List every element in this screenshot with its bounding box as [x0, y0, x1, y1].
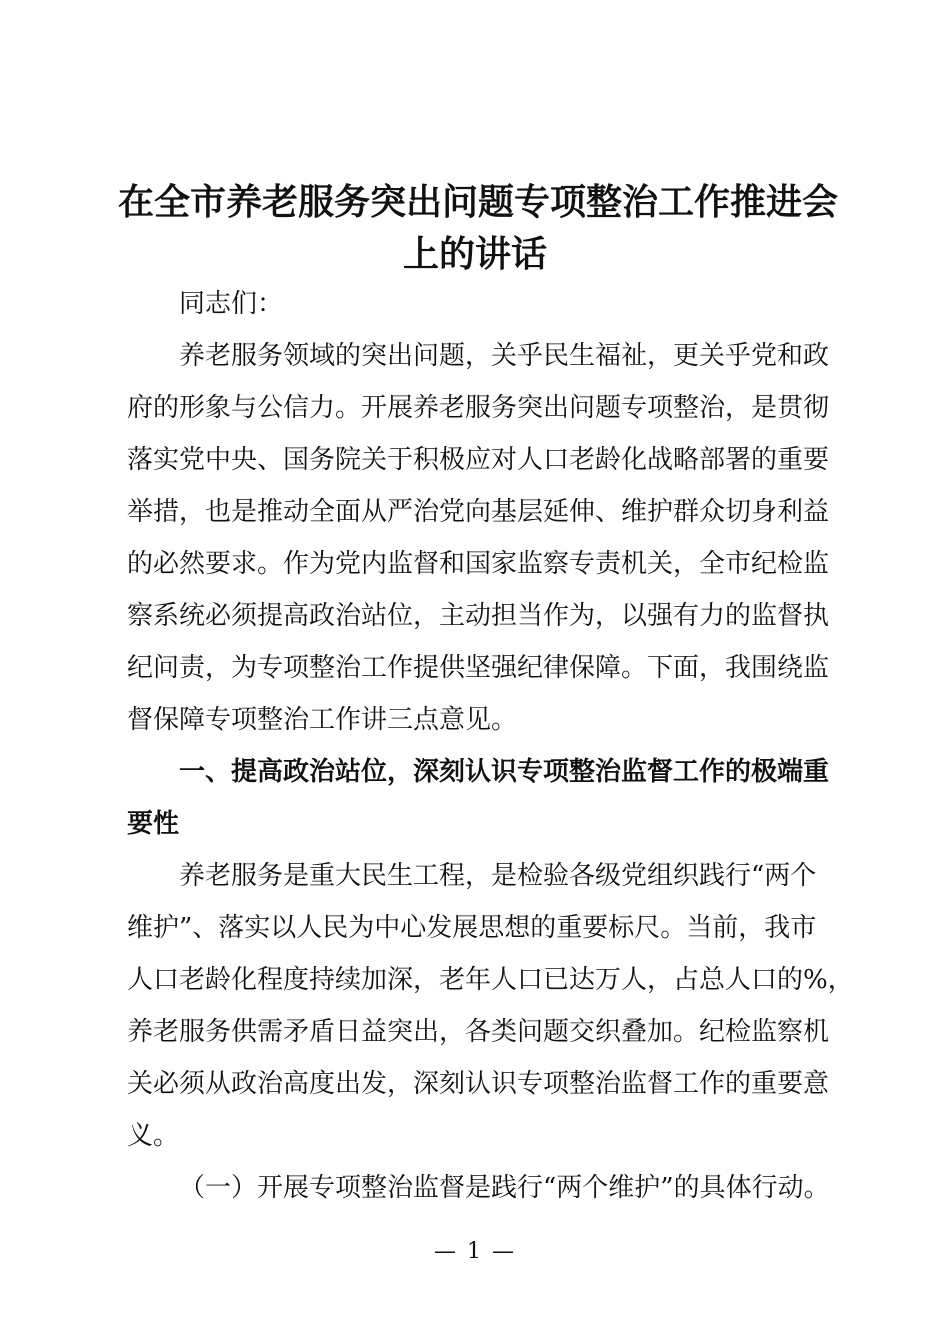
title-line: 在全市养老服务突出问题专项整治工作推进会 — [118, 181, 839, 223]
paragraph-line: 的必然要求。作为党内监督和国家监察专责机关，全市纪检监 — [127, 549, 830, 579]
subsection-heading — [127, 1162, 830, 1214]
paragraph-line: 养老服务供需矛盾日益突出，各类问题交织叠加。纪检监察机 — [127, 1017, 830, 1047]
paragraph-line: 府的形象与公信力。开展养老服务突出问题专项整治，是贯彻 — [127, 393, 830, 423]
paragraph-line: 察系统必须提高政治站位，主动担当作为，以强有力的监督执 — [127, 601, 830, 631]
paragraph-line: 义。 — [127, 1121, 180, 1151]
subheading-line: （一）开展专项整治监督是践行“两个维护”的具体行动。 — [179, 1173, 830, 1203]
title-line: 上的讲话 — [402, 233, 547, 275]
paragraph — [127, 330, 830, 746]
heading-line: 要性 — [127, 809, 180, 839]
document-title — [118, 176, 839, 280]
heading-line: 一、提高政治站位，深刻认识专项整治监督工作的极端重 — [179, 757, 830, 787]
page-number: — 1 — — [434, 1239, 516, 1264]
paragraph-line: 督保障专项整治工作讲三点意见。 — [127, 705, 518, 735]
section-heading — [127, 746, 830, 850]
document-body — [127, 278, 854, 1214]
paragraph — [127, 850, 854, 1162]
paragraph-line: 养老服务领域的突出问题，关乎民生福祉，更关乎党和政 — [179, 341, 830, 371]
paragraph-line: 关必须从政治高度出发，深刻认识专项整治监督工作的重要意 — [127, 1069, 830, 1099]
salutation: 同志们： — [179, 289, 284, 319]
paragraph-line: 人口老龄化程度持续加深，老年人口已达万人，占总人口的%， — [127, 965, 854, 995]
paragraph-line: 维护”、落实以人民为中心发展思想的重要标尺。当前，我市 — [127, 913, 817, 943]
paragraph-line: 养老服务是重大民生工程，是检验各级党组织践行“两个 — [179, 861, 817, 891]
paragraph-line: 纪问责，为专项整治工作提供坚强纪律保障。下面，我围绕监 — [127, 653, 830, 683]
paragraph-line: 落实党中央、国务院关于积极应对人口老龄化战略部署的重要 — [127, 445, 830, 475]
paragraph-line: 举措，也是推动全面从严治党向基层延伸、维护群众切身利益 — [127, 497, 830, 527]
